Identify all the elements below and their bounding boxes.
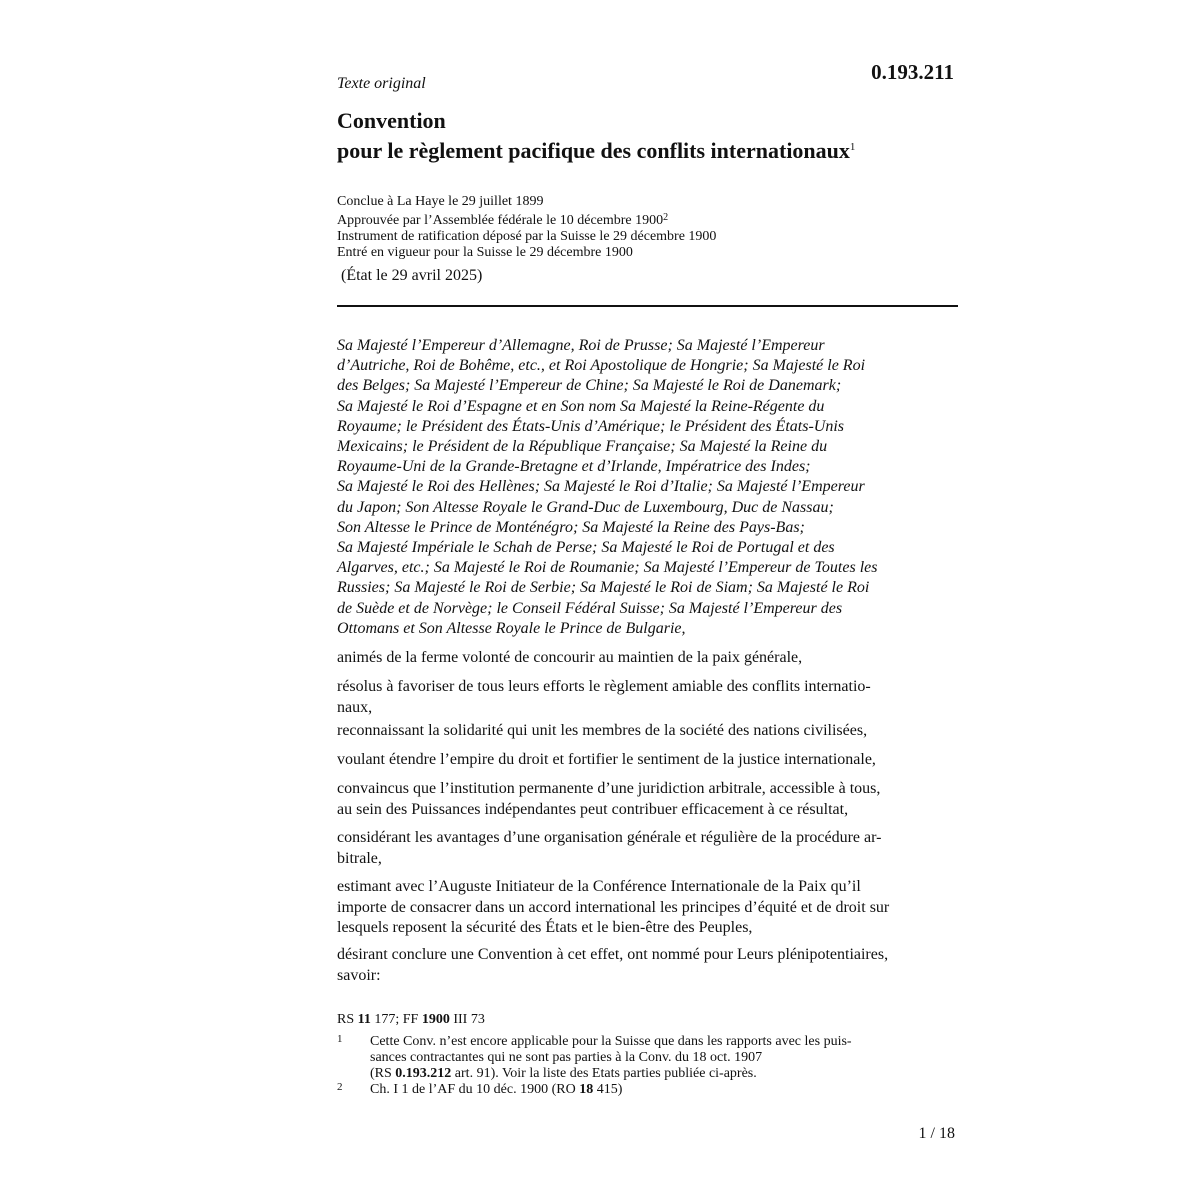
title-line-2-text: pour le règlement pacifique des conflits internationaux: [337, 138, 850, 163]
recital-paragraph: [337, 828, 957, 869]
preamble-line: du Japon; Son Altesse Royale le Grand-Duc de Luxembourg, Duc de Nassau;: [337, 498, 834, 516]
footnote-2-start: Ch. I 1 de l’AF du 10 déc. 1900 (RO: [370, 1082, 580, 1097]
recital-paragraph: [337, 945, 957, 986]
recital-line: voulant étendre l’empire du droit et fortifier le sentiment de la justice internationale,: [337, 751, 876, 768]
recital-line: au sein des Puissances indépendantes peut contribuer efficacement à ce résultat,: [337, 800, 849, 818]
approval-text: Approuvée par l’Assemblée fédérale le 10 décembre 1900: [337, 213, 664, 228]
preamble-line: Mexicains; le Président de la République Française; Sa Majesté la Reine du: [337, 438, 828, 456]
ref-mid: 177; FF: [370, 1012, 422, 1027]
ref-suffix: III 73: [449, 1012, 485, 1027]
concluded-date: Conclue à La Haye le 29 juillet 1899: [337, 194, 544, 209]
footnote-1: [337, 1034, 957, 1082]
recital-paragraph: [337, 721, 957, 742]
recital-paragraph: [337, 750, 957, 771]
preamble-line: Algarves, etc.; Sa Majesté le Roi de Roumanie; Sa Majesté l’Empereur de Toutes les: [337, 559, 878, 577]
recital-paragraph: [337, 648, 957, 669]
document-metadata: [337, 194, 716, 261]
recital-line: désirant conclure une Convention à cet effet, ont nommé pour Leurs plénipotentiaires,: [337, 946, 889, 963]
preamble-line: des Belges; Sa Majesté l’Empereur de Chine; Sa Majesté le Roi de Danemark;: [337, 377, 842, 395]
preamble-line: Sa Majesté l’Empereur d’Allemagne, Roi de Prusse; Sa Majesté l’Empereur: [337, 337, 825, 354]
ref-prefix: RS: [337, 1012, 358, 1027]
recital-paragraph: [337, 877, 957, 939]
recital-line: reconnaissant la solidarité qui unit les membres de la société des nations civilisées,: [337, 722, 868, 739]
recital-line: animés de la ferme volonté de concourir au maintien de la paix générale,: [337, 649, 803, 666]
document-title: [337, 108, 855, 164]
ref-year: 1900: [421, 1012, 450, 1027]
title-line-2: [337, 134, 855, 164]
footnote-2-number: 2: [337, 1081, 343, 1093]
rs-number: 0.193.211: [871, 60, 954, 84]
recital-paragraph: [337, 677, 957, 718]
footnote-1-line-1: Cette Conv. n’est encore applicable pour la Suisse que dans les rapports avec les puis-: [370, 1034, 852, 1049]
ref-volume: 11: [357, 1012, 371, 1027]
preamble: [337, 336, 957, 639]
in-force-date: Entré en vigueur pour la Suisse le 29 décembre 1900: [337, 245, 633, 260]
footer-reference: [337, 1012, 485, 1028]
recital-line: bitrale,: [337, 849, 382, 867]
footnote-2: [337, 1082, 957, 1098]
recital-line: estimant avec l’Auguste Initiateur de la Conférence Internationale de la Paix qu’il: [337, 878, 861, 895]
page-number: 1 / 18: [918, 1125, 955, 1142]
footnote-1-rs-link[interactable]: 0.193.212: [395, 1066, 452, 1081]
recital-line: importe de consacrer dans un accord international les principes d’équité et de droit sur: [337, 898, 890, 916]
footnote-1-line-2: sances contractantes qui ne sont pas parties à la Conv. du 18 oct. 1907: [370, 1050, 763, 1065]
preamble-line: Sa Majesté le Roi des Hellènes; Sa Majesté le Roi d’Italie; Sa Majesté l’Empereur: [337, 478, 865, 496]
recital-line: naux,: [337, 698, 373, 716]
preamble-line: Son Altesse le Prince de Monténégro; Sa Majesté la Reine des Pays-Bas;: [337, 518, 805, 536]
preamble-line: d’Autriche, Roi de Bohême, etc., et Roi Apostolique de Hongrie; Sa Majesté le Roi: [337, 357, 866, 375]
recital-line: savoir:: [337, 966, 381, 984]
approval-date: [337, 210, 716, 229]
preamble-line: Ottomans et Son Altesse Royale le Prince de Bulgarie,: [337, 619, 686, 637]
footnote-1-line-3-end: art. 91). Voir la liste des Etats parties publiée ci-après.: [451, 1066, 757, 1081]
preamble-line: Sa Majesté Impériale le Schah de Perse; Sa Majesté le Roi de Portugal et des: [337, 539, 835, 557]
original-text-label: Texte original: [337, 75, 426, 92]
title-footnote-ref[interactable]: 1: [849, 141, 856, 153]
preamble-line: Russies; Sa Majesté le Roi de Serbie; Sa Majesté le Roi de Siam; Sa Majesté le Roi: [337, 579, 870, 597]
recital-line: résolus à favoriser de tous leurs efforts le règlement amiable des conflits internatio-: [337, 678, 871, 695]
footnote-2-text: [370, 1082, 622, 1098]
status-date: (État le 29 avril 2025): [341, 267, 483, 284]
approval-footnote-ref[interactable]: 2: [663, 212, 669, 223]
preamble-line: Royaume-Uni de la Grande-Bretagne et d’Irlande, Impératrice des Indes;: [337, 458, 811, 476]
header-divider: [337, 305, 958, 307]
recital-line: considérant les avantages d’une organisation générale et régulière de la procédure ar-: [337, 829, 882, 846]
ratification-date: Instrument de ratification déposé par la Suisse le 29 décembre 1900: [337, 229, 717, 244]
footnote-1-line-3-start: (RS: [370, 1066, 396, 1081]
footnote-1-line-3: [370, 1066, 757, 1082]
recital-paragraph: [337, 779, 957, 820]
preamble-line: Royaume; le Président des États-Unis d’Amérique; le Président des États-Unis: [337, 417, 844, 435]
preamble-line: de Suède et de Norvège; le Conseil Fédéral Suisse; Sa Majesté l’Empereur des: [337, 599, 843, 617]
preamble-line: Sa Majesté le Roi d’Espagne et en Son nom Sa Majesté la Reine-Régente du: [337, 397, 825, 415]
footnote-2-end: 415): [593, 1082, 623, 1097]
recital-line: lesquels reposent la sécurité des États et le bien-être des Peuples,: [337, 919, 753, 936]
footnote-2-ro-volume: 18: [579, 1082, 594, 1097]
footnote-1-number: 1: [337, 1033, 343, 1045]
title-line-1: Convention: [337, 108, 446, 133]
recital-line: convaincus que l’institution permanente d’une juridiction arbitrale, accessible à tous,: [337, 780, 881, 797]
